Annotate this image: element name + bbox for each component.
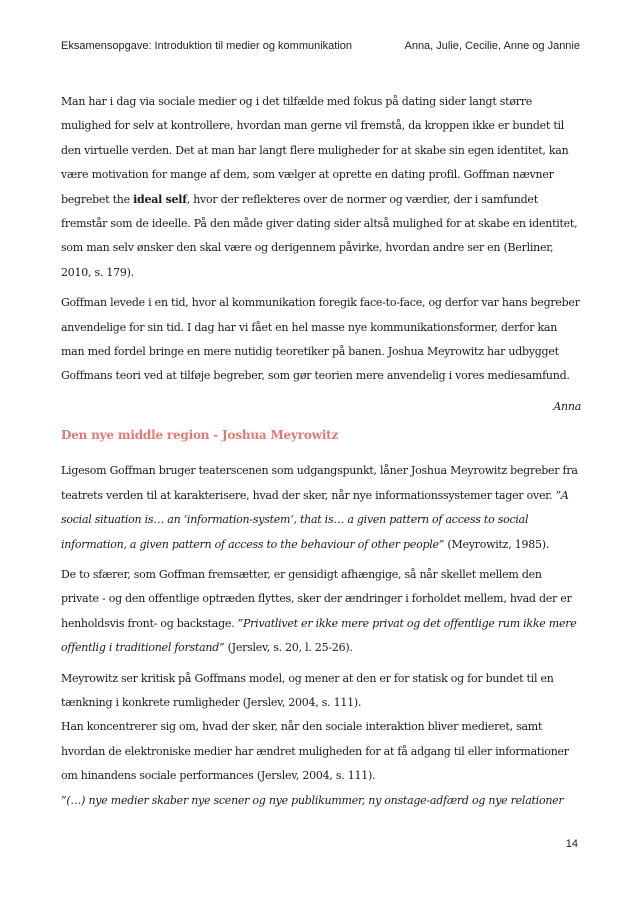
header-title: Eksamensopgave: Introduktion til medier og kommunikation [61, 40, 353, 52]
body-text [61, 90, 581, 819]
author-signature: Anna [553, 399, 581, 413]
page-number: 14 [565, 838, 578, 850]
paragraph-2: Goffman levede i en tid, hvor al kommunikation foregik face-to-face, og derfor var hans begreber anvendelige for sin tid. I dag har vi fået en hel masse nye kommunikationsformer, derfor kan man med fordel bringe en mere nutidig teoretiker på banen. Joshua Meyrowitz har udbygget Goffmans teori ved at tilføje begreber, som gør teorien mere anvendelig i vores mediesamfund. [61, 296, 580, 383]
paragraph-5 [61, 667, 581, 813]
p5-line-1: Meyrowitz ser kritisk på Goffmans model, og mener at den er for statisk og for bundet til en tænkning i konkrete rumligheder (Jerslev, 2004, s. 111). [61, 671, 554, 709]
p3-quote: ”A social situation is… an ‘information-system’, that is… a given pattern of access to social information, a given pattern of access to the behaviour of other people” [61, 488, 569, 551]
p4-text-b: (Jerslev, s. 20, l. 25-26). [224, 641, 353, 655]
p1-bold-term: ideal self [133, 192, 187, 206]
page-header [61, 40, 580, 52]
p4-quote: ”Privatlivet er ikke mere privat og det offentlige rum ikke mere offentlig i traditionel forstand” [61, 616, 577, 655]
p5-quote: ”(…) nye medier skaber nye scener og nye publikummer, ny onstage-adfærd og nye relationer [61, 793, 564, 807]
p5-line-2: Han koncentrerer sig om, hvad der sker, når den sociale interaktion bliver medieret, samt hvordan de elektroniske medier har ændret muligheden for at få adgang til eller informationer om hinandens sociale performances (Jerslev, 2004, s. 111). [61, 720, 569, 783]
paragraph-1 [61, 90, 581, 285]
p4-text-a: De to sfærer, som Goffman fremsætter, er gensidigt afhængige, så når skellet mellem den private - og den offentlige optræden flyttes, sker der ændringer i forholdet mellem, hvad der er henholdsvis front- og backstage. [61, 567, 572, 630]
p1-text-a: Man har i dag via sociale medier og i det tilfælde med fokus på dating sider langt større mulighed for selv at kontrollere, hvordan man gerne vil fremstå, da kroppen ikke er bundet til den virtuelle verden. Det at man har langt flere muligheder for at skabe sin egen identitet, kan være motivation for mange af dem, som vælger at oprette en dating profil. Goffman nævner begrebet the [61, 95, 569, 206]
paragraph-3 [61, 459, 581, 557]
p3-text-b: (Meyrowitz, 1985). [444, 537, 549, 551]
section-heading: Den nye middle region - Joshua Meyrowitz [61, 428, 339, 443]
header-authors: Anna, Julie, Cecilie, Anne og Jannie [404, 40, 580, 52]
paragraph-4 [61, 563, 581, 661]
p3-text-a: Ligesom Goffman bruger teaterscenen som udgangspunkt, låner Joshua Meyrowitz begreber fra teatrets verden til at karakterisere, hvad der sker, når nye informationssystemer tager over. [61, 464, 578, 502]
p1-text-b: , hvor der reflekteres over de normer og værdier, der i samfundet fremstår som de ideelle. På den måde giver dating sider altså mulighed for at skabe en identitet, som man selv ønsker den skal være og derigennem påvirke, hvordan andre ser en (Berliner, 2010, s. 179). [61, 192, 578, 279]
